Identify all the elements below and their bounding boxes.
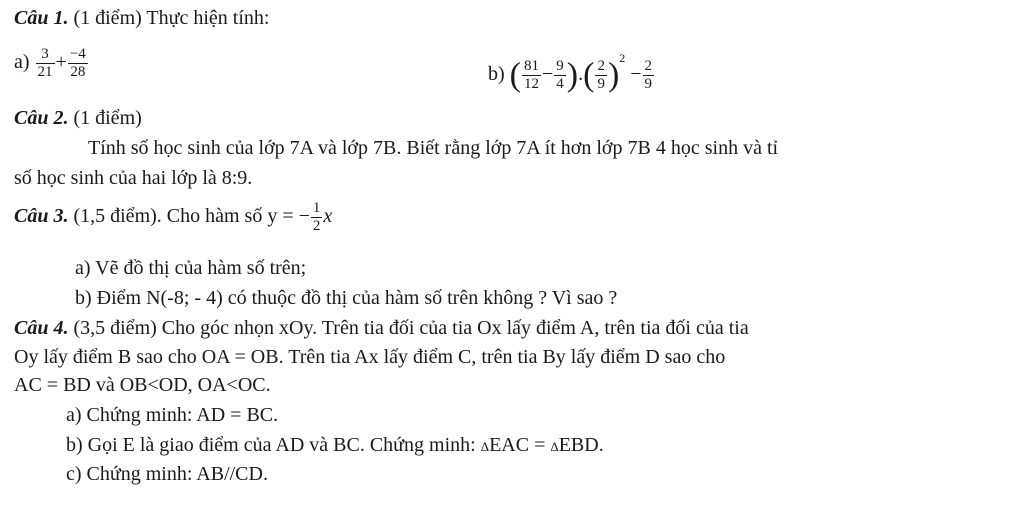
question-2-points: (1 điểm) <box>73 107 142 129</box>
question-4c: c) Chứng minh: AB//CD. <box>66 463 268 485</box>
fraction-9-4: $\frac{9}{4}$ <box>556 57 564 92</box>
fraction-1-2: $\frac{1}{2}$ <box>312 200 321 234</box>
question-1-header <box>14 6 269 30</box>
plus-operator: + <box>55 51 67 74</box>
fraction-81-12: $\frac{81}{12}$ <box>524 57 539 92</box>
question-2-line-1: Tính số học sinh của lớp 7A và lớp 7B. Biết rằng lớp 7A ít hơn lớp 7B 4 học sinh và tỉ <box>88 137 779 159</box>
question-4b: b) Gọi E là giao điểm của AD và BC. Chứng minh: ΔEAC = ΔEBD. <box>66 434 604 456</box>
question-3b: b) Điểm N(-8; - 4) có thuộc đồ thị của hàm số trên không ? Vì sao ? <box>75 287 618 309</box>
question-4-line-2: Oy lấy điểm B sao cho OA = OB. Trên tia Ax lấy điểm C, trên tia By lấy điểm D sao cho <box>14 346 726 368</box>
question-3-header <box>14 200 332 235</box>
question-2-label: Câu 2. <box>14 107 69 129</box>
question-3-label: Câu 3. <box>14 205 69 228</box>
fraction-2-9-b: $\frac{2}{9}$ <box>644 57 653 92</box>
question-1b: b) ( $\frac{81}{12}$ − $\frac{9}{4}$ ).( $\frac{2}{9}$ )$^2$ − $\frac{2}{9}$ <box>488 51 653 94</box>
question-2-header <box>14 106 142 130</box>
question-4-line-3: AC = BD và OB<OD, OA<OC. <box>14 374 271 396</box>
function-variable: x <box>323 205 333 228</box>
fraction-neg4-28: $\frac{-4}{28}$ <box>69 46 86 80</box>
triangle-icon: Δ <box>480 439 490 454</box>
question-1-label: Câu 1. <box>14 7 69 29</box>
fraction-3-21: $\frac{3}{21}$ <box>37 46 53 80</box>
question-3a: a) Vẽ đồ thị của hàm số trên; <box>75 257 307 279</box>
question-2-line-2: số học sinh của hai lớp là 8:9. <box>14 167 253 189</box>
triangle-icon-2: Δ <box>550 439 559 454</box>
function-lhs: y = − <box>267 205 310 228</box>
question-4a: a) Chứng minh: AD = BC. <box>66 404 279 426</box>
question-1a <box>14 46 89 81</box>
question-4-label: Câu 4. <box>14 317 69 339</box>
minus-operator-2: − <box>630 63 642 85</box>
dot-operator: . <box>578 63 584 85</box>
question-3-points: (1,5 điểm). Cho hàm số <box>73 205 263 228</box>
question-1b-label: b) <box>488 63 505 85</box>
question-1-points: (1 điểm) Thực hiện tính: <box>73 7 270 29</box>
fraction-2-9: $\frac{2}{9}$ <box>597 57 605 92</box>
exponent: 2 <box>619 51 626 65</box>
question-1a-label: a) <box>14 51 30 74</box>
question-4-line-1: Câu 4. (3,5 điểm) Cho góc nhọn xOy. Trên tia đối của tia Ox lấy điểm A, trên tia đối của tia <box>14 317 749 339</box>
minus-operator: − <box>542 63 554 85</box>
